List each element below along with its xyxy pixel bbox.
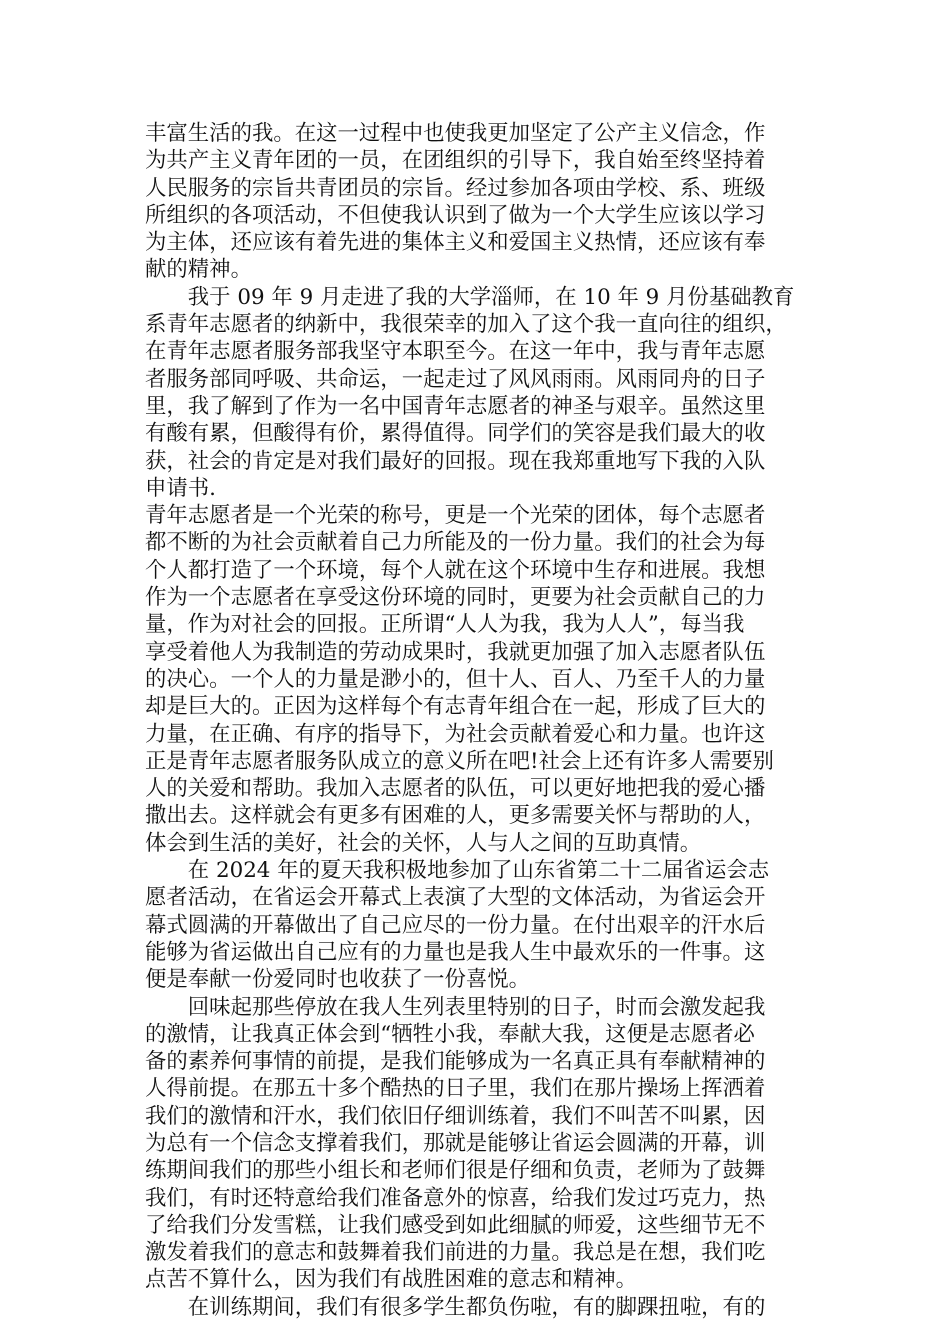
text-line: 人得前提。在那五十多个酷热的日子里，我们在那片操场上挥洒着 [145,1076,766,1102]
text-line: 却是巨大的。正因为这样每个有志青年组合在一起，形成了巨大的 [145,694,766,720]
text-line: 献的精神。 [145,257,252,283]
text-line: 我们的激情和汗水，我们依旧仔细训练着，我们不叫苦不叫累，因 [145,1103,766,1129]
text-line: 丰富生活的我。在这一过程中也使我更加坚定了公产主义信念，作 [145,121,766,146]
text-line: 撒出去。这样就会有更多有困难的人，更多需要关怀与帮助的人， [145,803,766,829]
text-line: 在训练期间，我们有很多学生都负伤啦，有的脚踝扭啦，有的 [145,1294,766,1320]
text-line: 的决心。一个人的力量是渺小的，但十人、百人、乃至千人的力量 [145,666,766,692]
text-line: 我于 09 年 9 月走进了我的大学淄师，在 10 年 9 月份基础教育 [145,284,795,310]
text-line: 力量，在正确、有序的指导下，为社会贡献着爱心和力量。也许这 [145,721,766,747]
text-line: 练期间我们的那些小组长和老师们很是仔细和负责，老师为了鼓舞 [145,1158,766,1184]
text-line: 我们，有时还特意给我们准备意外的惊喜，给我们发过巧克力，热 [145,1185,766,1211]
text-line: 的激情，让我真正体会到“牺牲小我，奉献大我，这便是志愿者必 [145,1021,755,1047]
text-line: 享受着他人为我制造的劳动成果时，我就更加强了加入志愿者队伍 [145,639,766,665]
text-line: 所组织的各项活动，不但使我认识到了做为一个大学生应该以学习 [145,202,766,228]
text-line: 激发着我们的意志和鼓舞着我们前进的力量。我总是在想，我们吃 [145,1240,766,1266]
text-line: 愿者活动，在省运会开幕式上表演了大型的文体活动，为省运会开 [145,885,766,911]
text-line: 便是奉献一份爱同时也收获了一份喜悦。 [145,967,531,993]
text-line: 为共产主义青年团的一员，在团组织的引导下，我自始至终坚持着 [145,148,766,174]
text-line: 为主体，还应该有着先进的集体主义和爱国主义热情，还应该有奉 [145,230,766,256]
text-line: 在 2024 年的夏天我积极地参加了山东省第二十二届省运会志 [145,858,770,884]
text-line: 了给我们分发雪糕，让我们感受到如此细腻的师爱，这些细节无不 [145,1212,766,1238]
text-line: 备的素养何事情的前提，是我们能够成为一名真正具有奉献精神的 [145,1049,766,1075]
text-line: 个人都打造了一个环境，每个人就在这个环境中生存和进展。我想 [145,557,766,583]
text-line: 幕式圆满的开幕做出了自己应尽的一份力量。在付出艰辛的汗水后 [145,912,766,938]
text-line: 回味起那些停放在我人生列表里特别的日子，时而会激发起我 [145,994,766,1020]
document-body-text [145,120,815,1321]
text-line: 在青年志愿者服务部我坚守本职至今。在这一年中，我与青年志愿 [145,339,766,365]
text-line: 里，我了解到了作为一名中国青年志愿者的神圣与艰辛。虽然这里 [145,393,766,419]
text-line: 作为一个志愿者在享受这份环境的同时，更要为社会贡献自己的力 [145,585,766,611]
text-line: 者服务部同呼吸、共命运，一起走过了风风雨雨。风雨同舟的日子 [145,366,766,392]
text-line: 申请书. [145,475,216,501]
text-line: 青年志愿者是一个光荣的称号，更是一个光荣的团体，每个志愿者 [145,503,766,529]
text-line: 有酸有累，但酸得有价，累得值得。同学们的笑容是我们最大的收 [145,421,766,447]
text-line: 人的关爱和帮助。我加入志愿者的队伍，可以更好地把我的爱心播 [145,776,766,802]
text-line: 能够为省运做出自己应有的力量也是我人生中最欢乐的一件事。这 [145,939,766,965]
text-line: 获，社会的肯定是对我们最好的回报。现在我郑重地写下我的入队 [145,448,766,474]
text-line: 人民服务的宗旨共青团员的宗旨。经过参加各项由学校、系、班级 [145,175,766,201]
text-line: 都不断的为社会贡献着自己力所能及的一份力量。我们的社会为每 [145,530,766,556]
text-line: 点苦不算什么，因为我们有战胜困难的意志和精神。 [145,1267,637,1293]
text-line: 量，作为对社会的回报。正所谓“人人为我，我为人人”，每当我 [145,612,745,638]
text-line: 正是青年志愿者服务队成立的意义所在吧!社会上还有许多人需要别 [145,748,774,774]
text-line: 体会到生活的美好，社会的关怀，人与人之间的互助真情。 [145,830,702,856]
text-line: 系青年志愿者的纳新中，我很荣幸的加入了这个我一直向往的组织， [145,312,787,338]
text-line: 为总有一个信念支撑着我们，那就是能够让省运会圆满的开幕，训 [145,1130,766,1156]
